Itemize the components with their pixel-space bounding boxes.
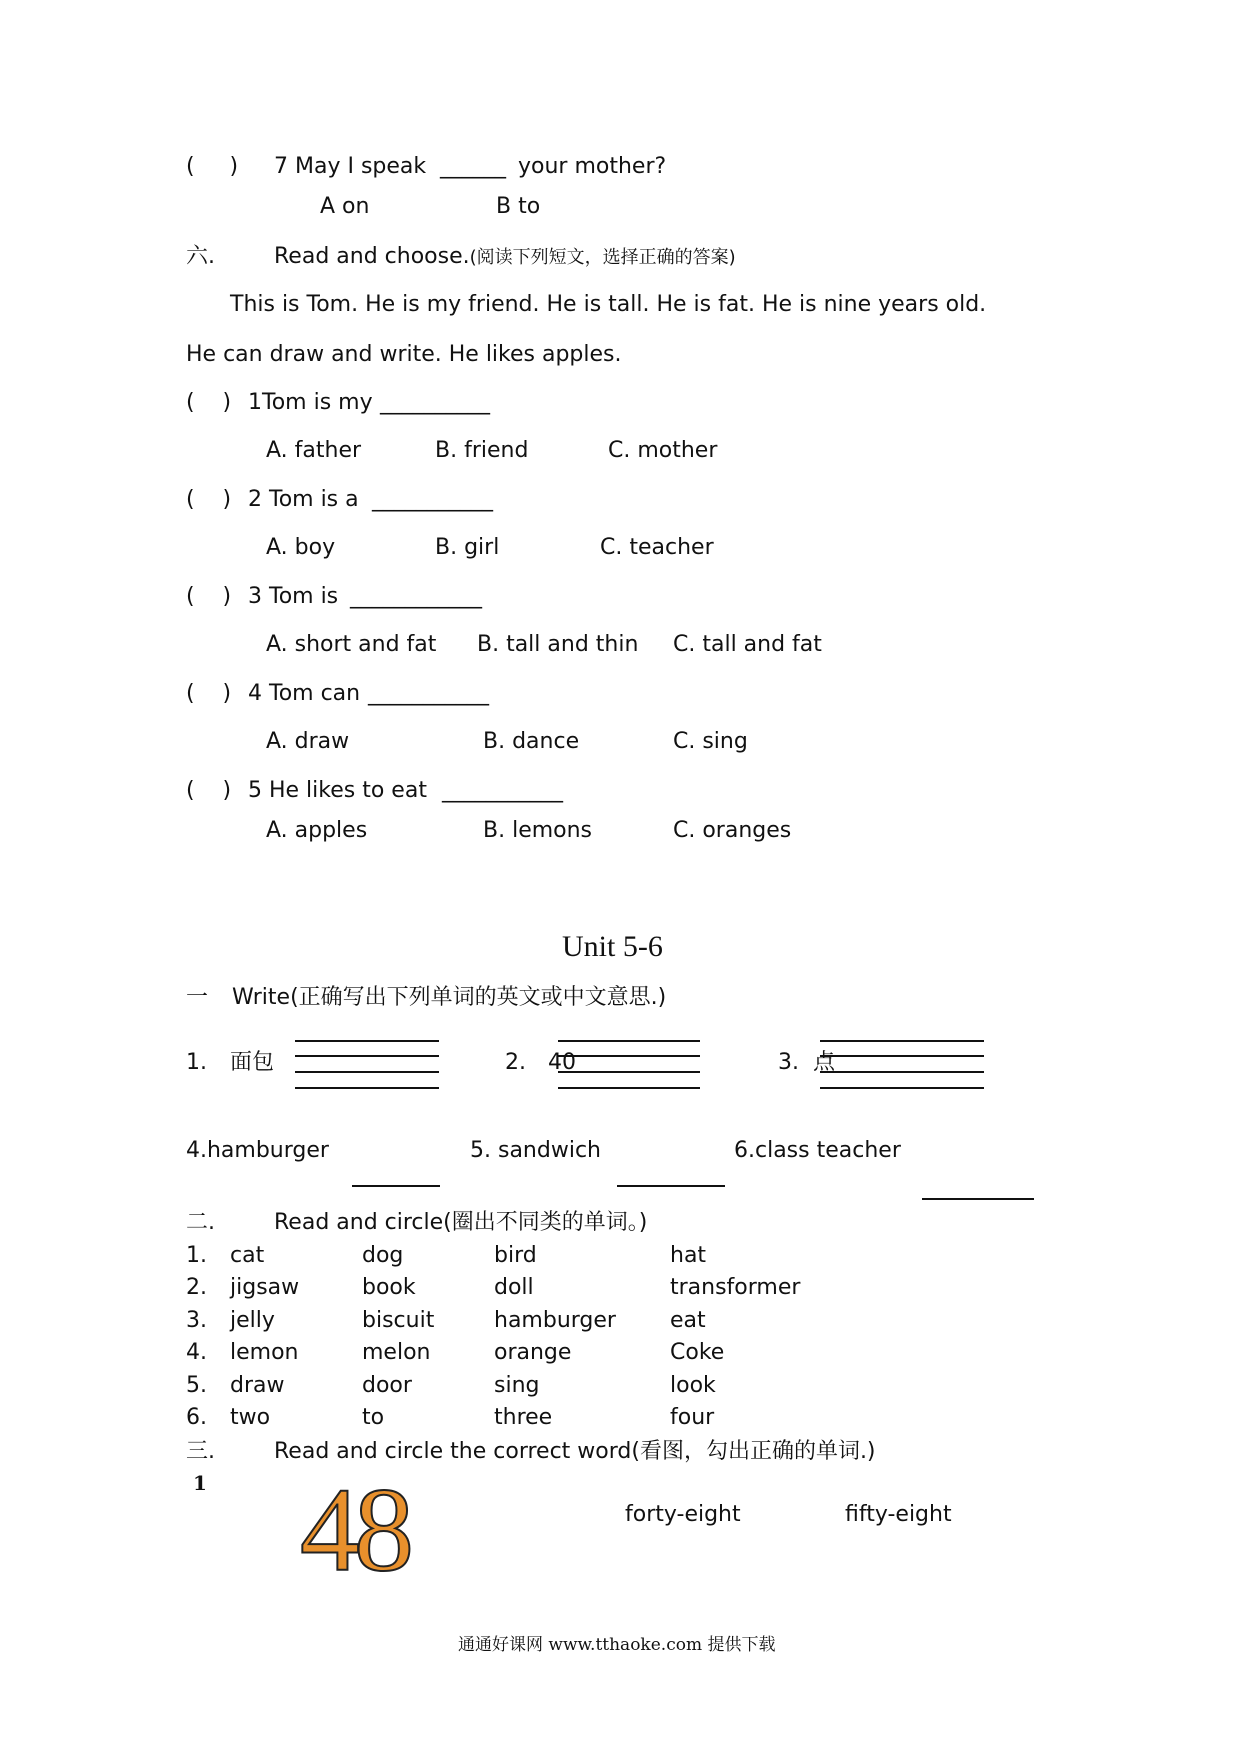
- option-b: B. girl: [435, 535, 500, 560]
- option-a: A. father: [266, 438, 362, 463]
- answer-paren: ( ): [186, 681, 232, 706]
- question-stem: 1Tom is my: [248, 390, 373, 415]
- section-number: 六.: [186, 244, 215, 269]
- circle-word[interactable]: cat: [230, 1243, 265, 1268]
- row-number: 6.: [186, 1405, 207, 1430]
- answer-blank: ___________: [442, 778, 563, 803]
- answer-blank: ____________: [350, 584, 482, 609]
- choice-word: forty-eight: [625, 1502, 741, 1527]
- item-number: 2.: [505, 1050, 526, 1075]
- number-picture: 48: [300, 1463, 408, 1596]
- circle-word[interactable]: hat: [670, 1243, 707, 1268]
- circle-word[interactable]: eat: [670, 1307, 706, 1333]
- answer-paren: ( ): [186, 390, 232, 415]
- option-b: B. lemons: [483, 818, 593, 843]
- circle-word[interactable]: doll: [494, 1275, 534, 1301]
- section-title-cn: (阅读下列短文，选择正确的答案): [469, 247, 736, 268]
- passage-line: This is Tom. He is my friend. He is tall. He is fat. He is nine years old.: [230, 292, 987, 317]
- circle-word[interactable]: hamburger: [494, 1307, 616, 1333]
- circle-word[interactable]: three: [494, 1405, 553, 1430]
- option-b: B to: [496, 194, 541, 219]
- circle-word[interactable]: melon: [362, 1340, 431, 1366]
- option-b: B. friend: [435, 438, 529, 463]
- item-word: 6.class teacher: [734, 1138, 901, 1163]
- option-c: C. oranges: [673, 818, 792, 843]
- answer-line: [922, 1198, 1034, 1200]
- page-footer: 通通好课网 www.tthaoke.com 提供下载: [458, 1635, 776, 1655]
- option-a: A. draw: [266, 729, 350, 754]
- section-title: Read and circle the correct word(看图，勾出正确的单词.): [274, 1439, 876, 1464]
- item-word: 4.hamburger: [186, 1138, 329, 1163]
- item-word: 5. sandwich: [470, 1138, 601, 1163]
- question-tail: your mother?: [518, 154, 667, 179]
- question-stem: 5 He likes to eat: [248, 778, 427, 803]
- answer-paren: ( ): [186, 154, 239, 179]
- choice-word: fifty-eight: [845, 1502, 952, 1527]
- answer-paren: ( ): [186, 778, 232, 803]
- option-c: C. mother: [608, 438, 718, 463]
- circle-word[interactable]: to: [362, 1405, 385, 1430]
- option-c: C. tall and fat: [673, 632, 822, 657]
- circle-word[interactable]: book: [362, 1275, 416, 1301]
- item-word: 40: [548, 1050, 576, 1075]
- row-number: 3.: [186, 1307, 207, 1333]
- passage-line: He can draw and write. He likes apples.: [186, 342, 622, 367]
- answer-blank: __________: [380, 390, 490, 415]
- item-word: 面包: [230, 1050, 275, 1075]
- answer-blank: ___________: [372, 487, 493, 512]
- option-a: A on: [320, 194, 370, 219]
- answer-paren: ( ): [186, 487, 232, 512]
- option-b: B. dance: [483, 729, 580, 754]
- circle-word[interactable]: jigsaw: [230, 1275, 300, 1301]
- option-c: C. teacher: [600, 535, 714, 560]
- item-number: 1: [193, 1471, 207, 1495]
- option-a: A. short and fat: [266, 632, 437, 657]
- question-stem: 7 May I speak: [274, 154, 427, 179]
- option-b: B. tall and thin: [477, 632, 639, 657]
- circle-word[interactable]: two: [230, 1405, 271, 1430]
- option-a: A. boy: [266, 535, 336, 560]
- answer-blank: ___________: [368, 681, 489, 706]
- circle-word[interactable]: jelly: [230, 1307, 275, 1333]
- unit-title: Unit 5-6: [562, 930, 663, 963]
- section-title: Read and circle(圈出不同类的单词。): [274, 1210, 648, 1235]
- circle-word[interactable]: draw: [230, 1372, 285, 1398]
- row-number: 5.: [186, 1372, 207, 1398]
- item-word: 点: [813, 1050, 836, 1075]
- question-stem: 4 Tom can: [248, 681, 361, 706]
- answer-blank: ______: [440, 154, 506, 179]
- answer-line: [617, 1185, 725, 1187]
- item-number: 3.: [778, 1050, 799, 1075]
- option-c: C. sing: [673, 729, 748, 754]
- circle-word[interactable]: Coke: [670, 1340, 725, 1366]
- circle-word[interactable]: lemon: [230, 1340, 299, 1366]
- circle-word[interactable]: biscuit: [362, 1307, 435, 1333]
- section-title-en: Read and choose.: [274, 244, 470, 269]
- circle-word[interactable]: sing: [494, 1372, 540, 1398]
- row-number: 4.: [186, 1340, 207, 1366]
- question-stem: 2 Tom is a: [248, 487, 359, 512]
- circle-word[interactable]: bird: [494, 1243, 537, 1268]
- row-number: 1.: [186, 1243, 207, 1268]
- circle-word[interactable]: door: [362, 1372, 412, 1398]
- item-number: 1.: [186, 1050, 207, 1075]
- section-number: 二.: [186, 1210, 215, 1235]
- circle-word[interactable]: four: [670, 1405, 715, 1430]
- section-number: 一: [186, 985, 209, 1010]
- section-title: Write(正确写出下列单词的英文或中文意思.): [232, 985, 667, 1010]
- circle-word[interactable]: orange: [494, 1340, 572, 1366]
- option-a: A. apples: [266, 818, 368, 843]
- row-number: 2.: [186, 1275, 207, 1301]
- circle-word[interactable]: dog: [362, 1243, 404, 1268]
- circle-word[interactable]: transformer: [670, 1275, 801, 1301]
- answer-paren: ( ): [186, 584, 232, 609]
- answer-line: [352, 1185, 440, 1187]
- section-title: [274, 244, 736, 271]
- question-stem: 3 Tom is: [248, 584, 339, 609]
- circle-word[interactable]: look: [670, 1372, 716, 1398]
- section-number: 三.: [186, 1439, 215, 1464]
